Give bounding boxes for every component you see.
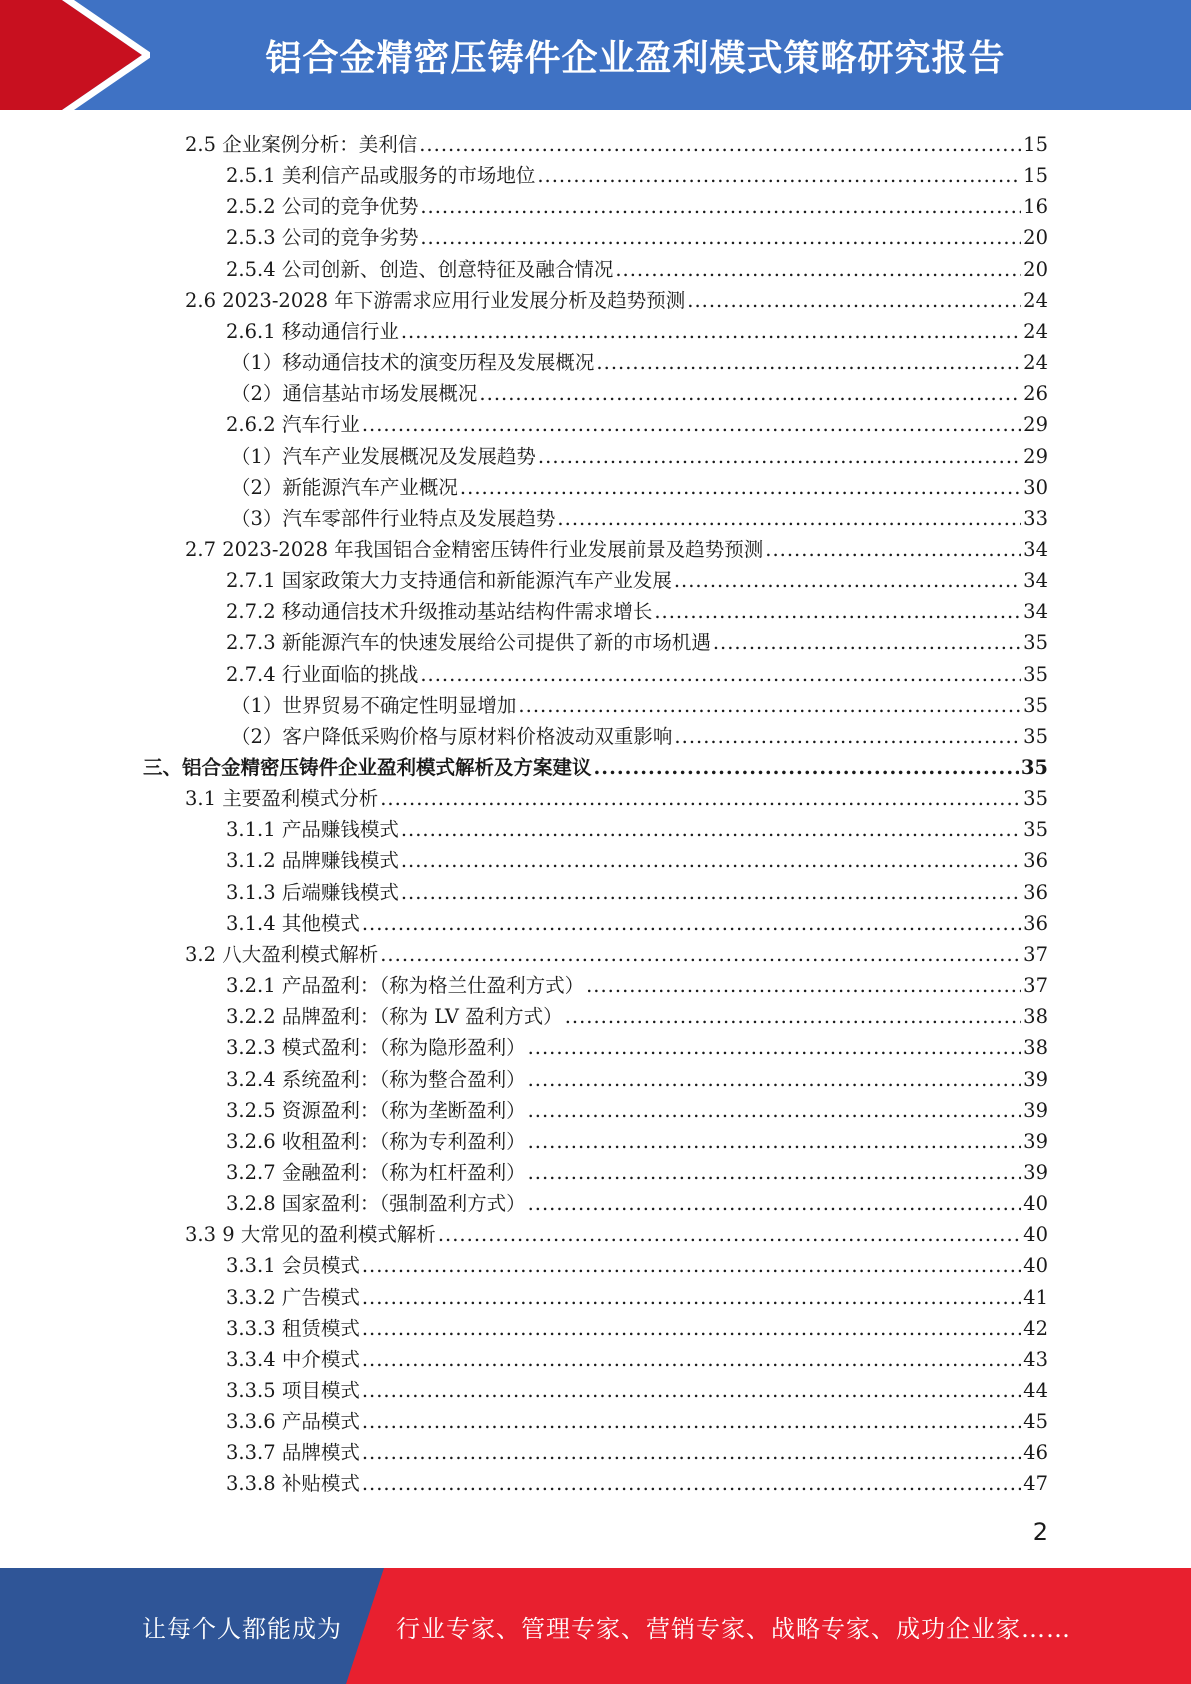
toc-leader-dots xyxy=(594,755,1019,781)
toc-entry-page: 24 xyxy=(1023,319,1048,343)
toc-leader-dots xyxy=(654,599,1021,625)
toc-entry[interactable] xyxy=(231,470,1048,501)
toc-entry-label: 2.5.3 公司的竞争劣势 xyxy=(226,226,419,250)
page-header xyxy=(0,0,1191,110)
toc-entry-page: 35 xyxy=(1023,787,1048,811)
toc-entry-label: （1）汽车产业发展概况及发展趋势 xyxy=(231,444,536,468)
toc-entry[interactable] xyxy=(231,688,1048,719)
toc-leader-dots xyxy=(713,630,1021,656)
toc-entry[interactable] xyxy=(226,1466,1048,1497)
toc-entry-page: 29 xyxy=(1023,444,1048,468)
toc-entry-page: 36 xyxy=(1023,849,1048,873)
toc-entry[interactable] xyxy=(226,189,1048,220)
toc-entry[interactable] xyxy=(226,1280,1048,1311)
toc-leader-dots xyxy=(401,319,1021,345)
toc-entry-page: 26 xyxy=(1023,382,1048,406)
toc-entry[interactable] xyxy=(231,376,1048,407)
toc-entry[interactable] xyxy=(143,750,1048,781)
toc-entry-label: 3.3.5 项目模式 xyxy=(226,1379,360,1402)
toc-entry-page: 41 xyxy=(1023,1285,1048,1309)
toc-entry-label: 三、铝合金精密压铸件企业盈利模式解析及方案建议 xyxy=(143,756,592,779)
toc-entry[interactable] xyxy=(185,1217,1048,1248)
toc-entry-label: 3.3.1 会员模式 xyxy=(226,1254,360,1278)
toc-entry-page: 15 xyxy=(1023,133,1048,156)
header-chevron-icon xyxy=(0,0,150,110)
toc-leader-dots xyxy=(380,942,1021,968)
toc-entry-page: 44 xyxy=(1023,1379,1048,1402)
toc-leader-dots xyxy=(362,1409,1021,1435)
toc-entry[interactable] xyxy=(226,563,1048,594)
toc-entry-page: 30 xyxy=(1023,475,1048,499)
toc-leader-dots xyxy=(528,1129,1022,1155)
toc-entry-page: 35 xyxy=(1023,724,1048,748)
toc-entry[interactable] xyxy=(226,314,1048,345)
toc-entry-page: 37 xyxy=(1023,974,1048,998)
toc-leader-dots xyxy=(596,350,1021,376)
toc-entry[interactable] xyxy=(231,719,1048,750)
toc-entry-label: （1）世界贸易不确定性明显增加 xyxy=(231,693,517,717)
toc-leader-dots xyxy=(362,1316,1021,1342)
toc-entry-label: （1）移动通信技术的演变历程及发展概况 xyxy=(231,351,595,375)
footer-slogan-left: 让每个人都能成为 xyxy=(142,1614,342,1643)
toc-leader-dots xyxy=(362,412,1021,438)
toc-entry[interactable] xyxy=(226,220,1048,251)
toc-entry-page: 39 xyxy=(1023,1067,1048,1091)
toc-entry-label: 3.2.6 收租盈利：（称为专利盈利） xyxy=(226,1129,526,1153)
toc-leader-dots xyxy=(362,1347,1021,1373)
toc-entry[interactable] xyxy=(226,657,1048,688)
toc-entry-page: 39 xyxy=(1023,1160,1048,1184)
toc-leader-dots xyxy=(687,288,1021,314)
toc-leader-dots xyxy=(420,225,1021,251)
toc-entry-page: 38 xyxy=(1023,1036,1048,1060)
toc-entry[interactable] xyxy=(226,1124,1048,1155)
toc-entry-label: 3.1.3 后端赚钱模式 xyxy=(226,880,399,904)
toc-entry-page: 34 xyxy=(1023,600,1048,624)
toc-leader-dots xyxy=(518,693,1021,719)
toc-leader-dots xyxy=(537,163,1021,189)
toc-entry-label: 2.6 2023-2028 年下游需求应用行业发展分析及趋势预测 xyxy=(185,288,686,312)
toc-entry-label: 3.2 八大盈利模式解析 xyxy=(185,942,379,966)
toc-entry-page: 46 xyxy=(1023,1441,1048,1465)
toc-leader-dots xyxy=(528,1160,1022,1186)
toc-entry[interactable] xyxy=(231,501,1048,532)
toc-entry[interactable] xyxy=(226,812,1048,843)
toc-entry-label: 2.5.1 美利信产品或服务的市场地位 xyxy=(226,164,536,188)
toc-entry[interactable] xyxy=(226,1186,1048,1217)
toc-leader-dots xyxy=(565,1004,1021,1030)
toc-leader-dots xyxy=(362,1253,1021,1279)
toc-entry-page: 40 xyxy=(1023,1254,1048,1278)
toc-entry-page: 35 xyxy=(1023,693,1048,717)
toc-entry[interactable] xyxy=(226,625,1048,656)
toc-entry-label: （2）新能源汽车产业概况 xyxy=(231,475,458,499)
toc-entry[interactable] xyxy=(226,158,1048,189)
toc-entry-label: 3.2.5 资源盈利：（称为垄断盈利） xyxy=(226,1098,526,1122)
toc-entry-page: 24 xyxy=(1023,351,1048,375)
toc-entry-label: 2.5.2 公司的竞争优势 xyxy=(226,195,419,219)
toc-entry-label: 3.3.3 租赁模式 xyxy=(226,1316,360,1340)
toc-entry-page: 15 xyxy=(1023,164,1048,188)
toc-entry-page: 36 xyxy=(1023,880,1048,904)
toc-entry-label: 3.3 9 大常见的盈利模式解析 xyxy=(185,1223,436,1247)
toc-entry-label: 3.1.4 其他模式 xyxy=(226,911,360,935)
toc-entry-page: 38 xyxy=(1023,1005,1048,1029)
toc-entry[interactable] xyxy=(185,127,1048,158)
toc-entry[interactable] xyxy=(185,781,1048,812)
toc-leader-dots xyxy=(479,381,1021,407)
toc-entry-page: 24 xyxy=(1023,288,1048,312)
page-footer xyxy=(0,1568,1191,1684)
toc-entry[interactable] xyxy=(226,1373,1048,1404)
toc-entry-page: 29 xyxy=(1023,413,1048,437)
footer-slogan-right: 行业专家、管理专家、营销专家、战略专家、成功企业家…… xyxy=(396,1614,1071,1643)
toc-entry-label: 2.7.3 新能源汽车的快速发展给公司提供了新的市场机遇 xyxy=(226,631,711,655)
toc-entry-page: 35 xyxy=(1023,662,1048,686)
toc-leader-dots xyxy=(362,911,1021,937)
toc-entry-page: 37 xyxy=(1023,942,1048,966)
toc-entry[interactable] xyxy=(185,283,1048,314)
toc-leader-dots xyxy=(557,506,1021,532)
toc-leader-dots xyxy=(674,724,1021,750)
document-title: 铝合金精密压铸件企业盈利模式策略研究报告 xyxy=(265,37,1006,79)
toc-entry-label: 3.3.6 产品模式 xyxy=(226,1410,360,1434)
toc-leader-dots xyxy=(528,1098,1022,1124)
toc-leader-dots xyxy=(362,1378,1021,1404)
toc-entry[interactable] xyxy=(226,1342,1048,1373)
toc-leader-dots xyxy=(438,1222,1021,1248)
toc-entry-label: 3.3.2 广告模式 xyxy=(226,1285,360,1309)
toc-entry-label: 3.3.8 补贴模式 xyxy=(226,1472,360,1496)
toc-leader-dots xyxy=(538,444,1021,470)
toc-entry[interactable] xyxy=(231,439,1048,470)
toc-entry-label: 3.2.1 产品盈利：（称为格兰仕盈利方式） xyxy=(226,974,585,998)
toc-entry-label: 3.1 主要盈利模式分析 xyxy=(185,787,379,811)
toc-leader-dots xyxy=(528,1067,1022,1093)
toc-entry[interactable] xyxy=(226,875,1048,906)
toc-entry-label: 3.2.8 国家盈利：（强制盈利方式） xyxy=(226,1192,526,1216)
toc-entry-label: 3.2.7 金融盈利：（称为杠杆盈利） xyxy=(226,1160,526,1184)
toc-entry-page: 20 xyxy=(1023,257,1048,281)
toc-leader-dots xyxy=(401,817,1021,843)
toc-leader-dots xyxy=(362,1440,1021,1466)
toc-entry[interactable] xyxy=(226,1062,1048,1093)
toc-entry-label: 3.2.2 品牌盈利：（称为 LV 盈利方式） xyxy=(226,1005,563,1029)
toc-leader-dots xyxy=(380,786,1021,812)
toc-entry[interactable] xyxy=(226,1155,1048,1186)
toc-leader-dots xyxy=(615,257,1021,283)
toc-entry-page: 33 xyxy=(1023,506,1048,530)
toc-leader-dots xyxy=(401,848,1021,874)
toc-entry[interactable] xyxy=(226,1311,1048,1342)
toc-entry-page: 45 xyxy=(1023,1410,1048,1434)
toc-entry-page: 40 xyxy=(1023,1223,1048,1247)
toc-entry-label: 2.6.2 汽车行业 xyxy=(226,413,360,437)
toc-entry-label: 3.3.7 品牌模式 xyxy=(226,1441,360,1465)
toc-entry-label: 3.2.3 模式盈利：（称为隐形盈利） xyxy=(226,1036,526,1060)
toc-entry[interactable] xyxy=(185,532,1048,563)
toc-leader-dots xyxy=(419,132,1021,158)
toc-entry[interactable] xyxy=(226,407,1048,438)
toc-entry-page: 34 xyxy=(1023,569,1048,593)
toc-leader-dots xyxy=(420,194,1021,220)
toc-entry[interactable] xyxy=(226,999,1048,1030)
toc-entry-label: 2.7.1 国家政策大力支持通信和新能源汽车产业发展 xyxy=(226,569,672,593)
page-number: 2 xyxy=(1032,1518,1048,1546)
toc-leader-dots xyxy=(674,568,1021,594)
toc-leader-dots xyxy=(765,537,1021,563)
toc-entry-label: 3.1.2 品牌赚钱模式 xyxy=(226,849,399,873)
toc-entry-label: 2.7.2 移动通信技术升级推动基站结构件需求增长 xyxy=(226,600,653,624)
toc-entry-page: 35 xyxy=(1020,756,1048,779)
toc-entry-page: 39 xyxy=(1023,1129,1048,1153)
toc-entry-page: 47 xyxy=(1023,1472,1048,1496)
toc-leader-dots xyxy=(401,880,1021,906)
toc-entry-page: 20 xyxy=(1023,226,1048,250)
toc-entry-label: 2.7 2023-2028 年我国铝合金精密压铸件行业发展前景及趋势预测 xyxy=(185,537,764,561)
toc-entry[interactable] xyxy=(226,594,1048,625)
toc-entry-label: 2.5 企业案例分析：美利信 xyxy=(185,133,418,156)
toc-entry-page: 39 xyxy=(1023,1098,1048,1122)
toc-entry-page: 40 xyxy=(1023,1192,1048,1216)
toc-leader-dots xyxy=(420,662,1021,688)
toc-entry[interactable] xyxy=(226,968,1048,999)
toc-entry-page: 43 xyxy=(1023,1347,1048,1371)
toc-entry[interactable] xyxy=(226,843,1048,874)
toc-entry-label: （2）通信基站市场发展概况 xyxy=(231,382,478,406)
toc-entry-label: （3）汽车零部件行业特点及发展趋势 xyxy=(231,506,556,530)
toc-entry-page: 35 xyxy=(1023,631,1048,655)
toc-entry-label: 2.7.4 行业面临的挑战 xyxy=(226,662,419,686)
toc-entry-page: 36 xyxy=(1023,911,1048,935)
toc-entry[interactable] xyxy=(226,1093,1048,1124)
toc-entry[interactable] xyxy=(226,252,1048,283)
toc-entry[interactable] xyxy=(226,1435,1048,1466)
toc-entry-label: 3.2.4 系统盈利：（称为整合盈利） xyxy=(226,1067,526,1091)
toc-leader-dots xyxy=(460,475,1021,501)
toc-entry[interactable] xyxy=(226,1248,1048,1279)
toc-entry[interactable] xyxy=(185,937,1048,968)
toc-entry-label: 2.6.1 移动通信行业 xyxy=(226,319,399,343)
toc-leader-dots xyxy=(528,1191,1022,1217)
toc-entry-label: 3.3.4 中介模式 xyxy=(226,1347,360,1371)
toc-entry[interactable] xyxy=(231,345,1048,376)
toc-entry[interactable] xyxy=(226,1030,1048,1061)
toc-leader-dots xyxy=(586,973,1021,999)
toc-entry-label: 3.1.1 产品赚钱模式 xyxy=(226,818,399,842)
toc-entry-page: 16 xyxy=(1023,195,1048,219)
toc-entry[interactable] xyxy=(226,906,1048,937)
toc-entry-page: 42 xyxy=(1023,1316,1048,1340)
toc-entry[interactable] xyxy=(226,1404,1048,1435)
toc-entry-page: 35 xyxy=(1023,818,1048,842)
toc-entry-page: 34 xyxy=(1023,537,1048,561)
toc-entry-label: 2.5.4 公司创新、创造、创意特征及融合情况 xyxy=(226,257,614,281)
toc-leader-dots xyxy=(362,1471,1021,1497)
toc-leader-dots xyxy=(528,1035,1022,1061)
toc-entry-label: （2）客户降低采购价格与原材料价格波动双重影响 xyxy=(231,724,673,748)
toc-leader-dots xyxy=(362,1285,1021,1311)
